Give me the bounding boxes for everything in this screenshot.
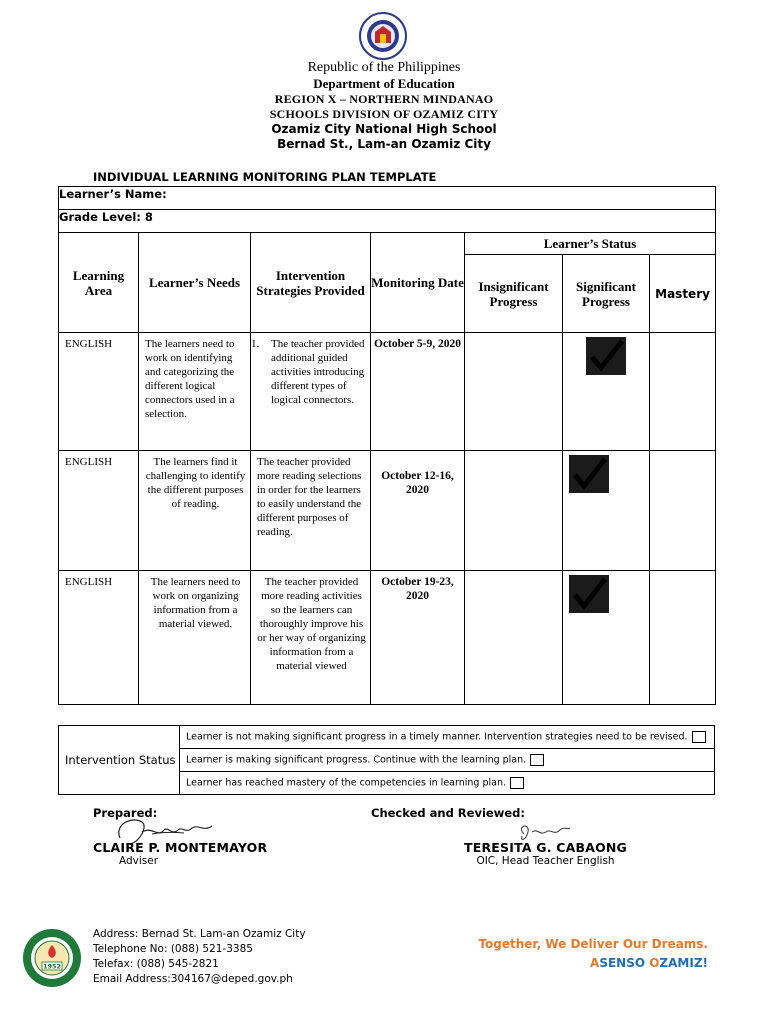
prepared-label: Prepared:	[93, 806, 158, 820]
col-intervention: Intervention Strategies Provided	[251, 233, 371, 333]
school-logo-icon	[22, 928, 82, 988]
learning-area-cell: ENGLISH	[59, 571, 139, 705]
street-line: Bernad St., Lam-an Ozamiz City	[277, 137, 491, 151]
deped-seal-icon	[359, 12, 407, 60]
intervention-status-table	[58, 725, 715, 795]
footer-email: Email Address:304167@deped.gov.ph	[93, 973, 293, 985]
check-icon	[569, 575, 609, 613]
checked-block	[371, 806, 525, 820]
logo-year: 1952	[42, 962, 62, 971]
checked-name-block	[464, 840, 627, 867]
mastery-cell	[650, 333, 716, 451]
checked-label: Checked and Reviewed:	[371, 806, 525, 820]
significant-cell	[563, 571, 650, 705]
insignificant-cell	[465, 333, 563, 451]
insignificant-cell	[465, 571, 563, 705]
tagline-asenso	[478, 954, 708, 973]
grade-level-row	[59, 210, 716, 233]
needs-cell: The learners need to work on identifying and categorizing the different logical connectors used in a selection.	[139, 333, 251, 451]
tagline-o: O	[649, 956, 660, 970]
table-row	[59, 333, 716, 451]
learning-area-cell: ENGLISH	[59, 333, 139, 451]
col-insignificant: Insignificant Progress	[465, 255, 563, 333]
mastery-cell	[650, 451, 716, 571]
col-learners-status: Learner’s Status	[465, 233, 716, 255]
tagline-senso: SENSO	[599, 956, 650, 970]
col-monitoring-date: Monitoring Date	[371, 233, 465, 333]
intervention-text: The teacher provided additional guided activities introducing different types of logical connectors.	[271, 338, 365, 406]
insignificant-cell	[465, 451, 563, 571]
intervention-cell: The teacher provided more reading activities so the learners can thoroughly improve his or her way of organizing information from a material viewed	[251, 571, 371, 705]
footer-telephone: Telephone No: (088) 521-3385	[93, 943, 253, 955]
letterhead	[0, 60, 768, 152]
header-row-1	[59, 233, 716, 255]
mastery-cell	[650, 571, 716, 705]
footer-telefax: Telefax: (088) 545-2821	[93, 958, 219, 970]
col-significant: Significant Progress	[563, 255, 650, 333]
checked-name: TERESITA G. CABAONG	[464, 840, 628, 855]
date-cell: October 5-9, 2020	[371, 333, 465, 451]
footer-address: Address: Bernad St. Lam-an Ozamiz City	[93, 928, 306, 940]
tagline-zamiz: ZAMIZ!	[659, 956, 708, 970]
checkbox-revise[interactable]	[692, 731, 706, 743]
tagline-dreams: Together, We Deliver Our Dreams.	[478, 937, 708, 951]
department-line: Department of Education	[313, 76, 455, 91]
learner-name-label: Learner’s Name:	[59, 187, 716, 210]
significant-cell	[563, 451, 650, 571]
check-icon	[586, 337, 626, 375]
status-option-mastery	[180, 772, 715, 795]
status-option-text: Learner is not making significant progress in a timely manner. Intervention strategies need to be revised.	[186, 731, 688, 743]
table-row	[59, 571, 716, 705]
prepared-position: Adviser	[119, 855, 159, 867]
republic-line: Republic of the Philippines	[307, 60, 461, 75]
needs-cell: The learners find it challenging to identify the different purposes of reading.	[139, 451, 251, 571]
list-number: 1.	[251, 338, 260, 350]
monitoring-plan-table	[58, 186, 716, 705]
col-learners-needs: Learner’s Needs	[139, 233, 251, 333]
intervention-cell	[251, 333, 371, 451]
date-cell: October 12-16, 2020	[371, 451, 465, 571]
footer-contact	[93, 927, 306, 987]
intervention-cell: The teacher provided more reading selections in order for the learners to easily understand the different purposes of reading.	[251, 451, 371, 571]
checked-position: OIC, Head Teacher English	[476, 855, 615, 867]
footer-tagline	[478, 935, 708, 973]
col-mastery: Mastery	[650, 255, 716, 333]
status-option-text: Learner has reached mastery of the competencies in learning plan.	[186, 777, 506, 789]
grade-level-label: Grade Level: 8	[59, 210, 716, 233]
checkbox-continue[interactable]	[530, 754, 544, 766]
status-option-text: Learner is making significant progress. Continue with the learning plan.	[186, 754, 527, 766]
status-option-revise	[180, 726, 715, 749]
region-line: REGION X – NORTHERN MINDANAO	[274, 92, 494, 106]
intervention-status-label: Intervention Status	[59, 726, 180, 795]
division-line: SCHOOLS DIVISION OF OZAMIZ CITY	[269, 107, 499, 121]
date-cell: October 19-23, 2020	[371, 571, 465, 705]
tagline-a: A	[590, 956, 600, 970]
col-learning-area: Learning Area	[59, 233, 139, 333]
check-icon	[569, 455, 609, 493]
status-option-continue	[180, 749, 715, 772]
school-line: Ozamiz City National High School	[271, 122, 497, 136]
document-title: INDIVIDUAL LEARNING MONITORING PLAN TEMPLATE	[93, 170, 437, 184]
learner-name-row	[59, 187, 716, 210]
prepared-name-block	[93, 840, 267, 867]
needs-cell: The learners need to work on organizing information from a material viewed.	[139, 571, 251, 705]
significant-cell	[563, 333, 650, 451]
learning-area-cell: ENGLISH	[59, 451, 139, 571]
table-row	[59, 451, 716, 571]
checkbox-mastery[interactable]	[510, 777, 524, 789]
prepared-name: CLAIRE P. MONTEMAYOR	[93, 840, 268, 855]
